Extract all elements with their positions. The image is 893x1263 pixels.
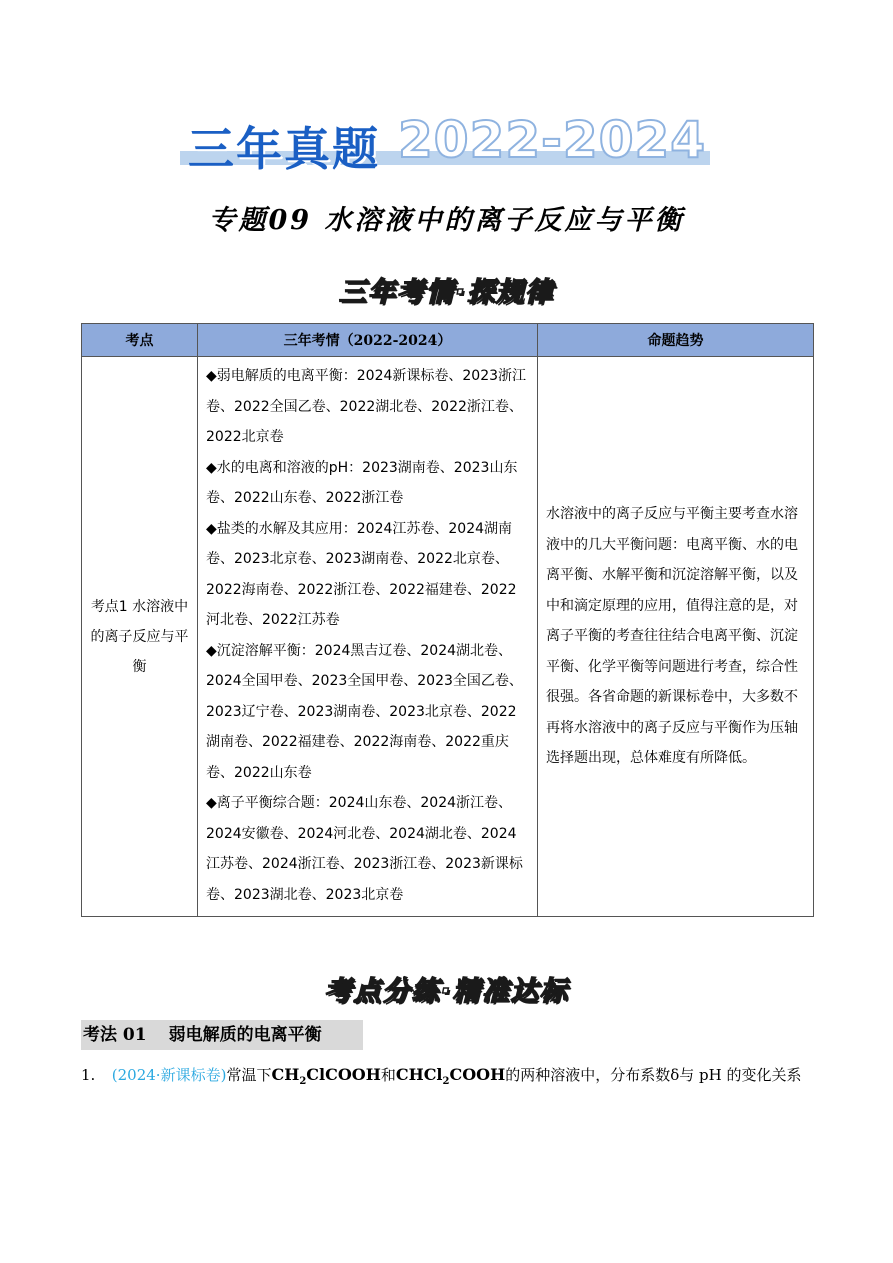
header-situation: 三年考情（2022-2024） [198, 324, 538, 357]
title-banner [180, 113, 710, 175]
header-point: 考点 [82, 324, 198, 357]
trend-cell: 水溶液中的离子反应与平衡主要考查水溶液中的几大平衡问题：电离平衡、水的电离平衡、水解平衡和沉淀溶解平衡，以及中和滴定原理的应用，值得注意的是，对离子平衡的考查往往结合电离平衡、沉淀平衡、化学平衡等问题进行考查，综合性很强。各省命题的新课标卷中，大多数不再将水溶液中的离子反应与平衡作为压轴选择题出现，总体难度有所降低。 [538, 357, 814, 917]
section-banner-trends: 三年考情·探规律 [338, 277, 555, 308]
situation-item-hydrolysis: ◆盐类的水解及其应用：2024江苏卷、2024湖南卷、2023北京卷、2023湖南卷、2022北京卷、2022海南卷、2022浙江卷、2022福建卷、2022河北卷、2022江苏卷 [206, 520, 517, 628]
exam-summary-table [81, 323, 814, 917]
situation-cell [198, 357, 538, 917]
situation-item-ionization: ◆弱电解质的电离平衡：2024新课标卷、2023浙江卷、2022全国乙卷、2022湖北卷、2022浙江卷、2022北京卷 [206, 368, 527, 445]
section-banner-practice: 考点分练·精准达标 [324, 976, 569, 1007]
question-text-b: 和 [380, 1066, 396, 1084]
situation-item-precipitation: ◆沉淀溶解平衡：2024黑吉辽卷、2024湖北卷、2024全国甲卷、2023全国甲卷、2023全国乙卷、2023辽宁卷、2023湖南卷、2023北京卷、2022湖南卷、2022福建卷、2022海南卷、2022重庆卷、2022山东卷 [206, 642, 523, 781]
question-number: 1. [81, 1066, 96, 1084]
table-row [82, 357, 814, 917]
method-heading [81, 1020, 363, 1050]
method-title: 弱电解质的电离平衡 [168, 1025, 322, 1045]
header-trend: 命题趋势 [538, 324, 814, 357]
question-text-c: 的两种溶液中，分布系数δ与 pH 的变化关系 [505, 1066, 802, 1084]
banner-years-text: 2022-2024 [398, 111, 707, 169]
banner-title-text: 三年真题 [188, 122, 380, 176]
question-1 [81, 1064, 821, 1087]
point-cell: 考点1 水溶液中的离子反应与平衡 [82, 357, 198, 917]
table-header-row [82, 324, 814, 357]
chem-formula-1: $CH_2ClCOOH$ [271, 1065, 381, 1088]
subject-title: 专题09 水溶液中的离子反应与平衡 [208, 205, 685, 236]
question-source-link[interactable]: (2024·新课标卷) [111, 1066, 227, 1084]
situation-item-comprehensive: ◆离子平衡综合题：2024山东卷、2024浙江卷、2024安徽卷、2024河北卷、2024湖北卷、2024江苏卷、2024浙江卷、2023浙江卷、2023新课标卷、2023湖北卷、2023北京卷 [206, 795, 523, 903]
question-text-a: 常温下 [226, 1066, 272, 1084]
situation-item-water-ph: ◆水的电离和溶液的pH：2023湖南卷、2023山东卷、2022山东卷、2022浙江卷 [206, 459, 518, 506]
method-label: 考法 01 [83, 1025, 147, 1045]
chem-formula-2: CHCl$_2$COOH [395, 1065, 506, 1088]
